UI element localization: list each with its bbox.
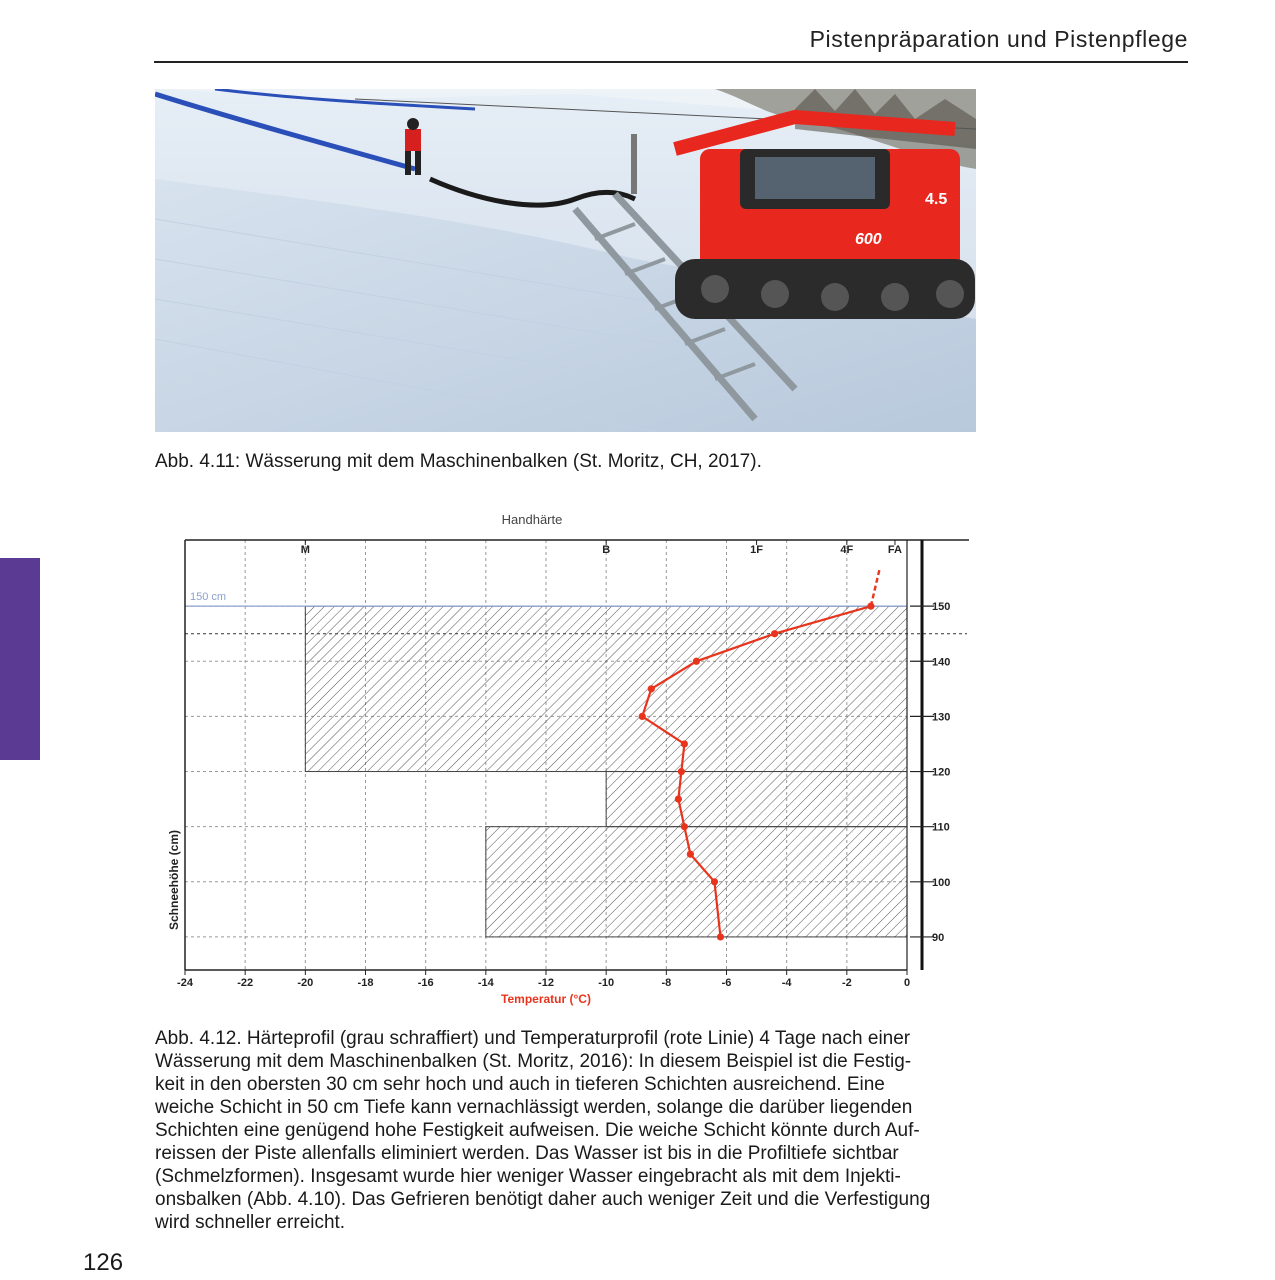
chart-caption bbox=[155, 1027, 1195, 1234]
temperature-point bbox=[711, 878, 718, 885]
y-tick-label: 120 bbox=[932, 766, 951, 779]
x-tick-label: -12 bbox=[538, 977, 554, 989]
hardness-profile bbox=[185, 591, 907, 937]
running-title: Pistenpräparation und Pistenpflege bbox=[809, 26, 1188, 52]
x-tick-label: -16 bbox=[417, 977, 434, 989]
y-tick-label: 150 bbox=[932, 601, 951, 614]
temperature-point bbox=[639, 713, 646, 720]
hardness-bar bbox=[305, 606, 907, 771]
x-tick-label: -24 bbox=[177, 977, 193, 989]
caption-line: weiche Schicht in 50 cm Tiefe kann vernachlässigt werden, solange die darüber liegenden bbox=[155, 1097, 913, 1118]
caption-line: Abb. 4.12. Härteprofil (grau schraffiert) und Temperaturprofil (rote Linie) 4 Tage nach einer bbox=[155, 1028, 911, 1049]
hardness-tick-label: FA bbox=[887, 544, 902, 556]
caption-line: reissen der Piste allenfalls eliminiert werden. Das Wasser ist bis in die Profiltiefe sichtbar bbox=[155, 1143, 899, 1164]
temperature-point bbox=[681, 740, 688, 747]
temperature-point bbox=[717, 933, 724, 940]
x-tick-label: 0 bbox=[903, 977, 911, 989]
x-tick-label: -4 bbox=[781, 977, 792, 989]
surface-label: 150 cm bbox=[190, 591, 227, 604]
hardness-tick-label: M bbox=[300, 544, 310, 556]
groomer-text-1: 4.5 bbox=[925, 191, 948, 208]
hardness-tick-label: B bbox=[602, 544, 611, 556]
header-rule bbox=[154, 61, 1188, 63]
x-tick-label: -18 bbox=[357, 977, 374, 989]
y-tick-label: 100 bbox=[932, 876, 951, 889]
x-tick-label: -2 bbox=[841, 977, 852, 989]
temperature-point bbox=[687, 851, 694, 858]
temperature-point bbox=[771, 630, 778, 637]
photo-water-bar-groomer bbox=[155, 89, 976, 432]
y-tick-label: 140 bbox=[932, 656, 951, 669]
y-tick-label: 110 bbox=[932, 821, 950, 834]
x-tick-label: -10 bbox=[598, 977, 615, 989]
hardness-bar bbox=[606, 772, 907, 827]
hardness-temperature-chart bbox=[150, 505, 990, 1015]
page-number: 126 bbox=[83, 1249, 124, 1276]
photo-caption: Abb. 4.11: Wässerung mit dem Maschinenbalken (St. Moritz, CH, 2017). bbox=[155, 451, 762, 472]
caption-line: Wässerung mit dem Maschinenbalken (St. Moritz, 2016): In diesem Beispiel ist die Festig- bbox=[155, 1051, 912, 1072]
temperature-point bbox=[675, 796, 682, 803]
x-axis-label: Temperatur (°C) bbox=[501, 992, 591, 1006]
hardness-tick-label: 4F bbox=[840, 544, 854, 556]
hardness-bar bbox=[486, 827, 907, 937]
caption-line: Schichten eine genügend hohe Festigkeit aufweisen. Die weiche Schicht könnte durch Auf- bbox=[155, 1120, 920, 1141]
photo-illustration bbox=[155, 89, 976, 432]
top-axis-title: Handhärte bbox=[501, 512, 563, 527]
caption-line: (Schmelzformen). Insgesamt wurde hier weniger Wasser eingebracht als mit dem Injekti- bbox=[155, 1166, 901, 1187]
x-tick-label: -8 bbox=[661, 977, 672, 989]
caption-line: onsbalken (Abb. 4.10). Das Gefrieren benötigt daher auch weniger Zeit und die Verfestigung bbox=[155, 1189, 931, 1210]
temperature-point bbox=[681, 823, 688, 830]
x-tick-label: -22 bbox=[237, 977, 254, 989]
x-tick-label: -14 bbox=[477, 977, 494, 989]
y-tick-label: 130 bbox=[932, 711, 951, 724]
chapter-tab bbox=[0, 558, 40, 760]
x-tick-label: -6 bbox=[721, 977, 732, 989]
x-tick-label: -20 bbox=[297, 977, 314, 989]
temperature-dashed-extension bbox=[871, 568, 880, 607]
y-axis-label: Schneehöhe (cm) bbox=[167, 829, 181, 931]
hardness-tick-label: 1F bbox=[750, 544, 764, 556]
caption-line: wird schneller erreicht. bbox=[155, 1212, 346, 1233]
temperature-point bbox=[678, 768, 685, 775]
groomer-text-2: 600 bbox=[855, 231, 882, 248]
temperature-point bbox=[693, 658, 700, 665]
temperature-point bbox=[648, 685, 655, 692]
y-tick-label: 90 bbox=[932, 931, 945, 944]
caption-line: keit in den obersten 30 cm sehr hoch und auch in tieferen Schichten ausreichend. Eine bbox=[155, 1074, 885, 1095]
